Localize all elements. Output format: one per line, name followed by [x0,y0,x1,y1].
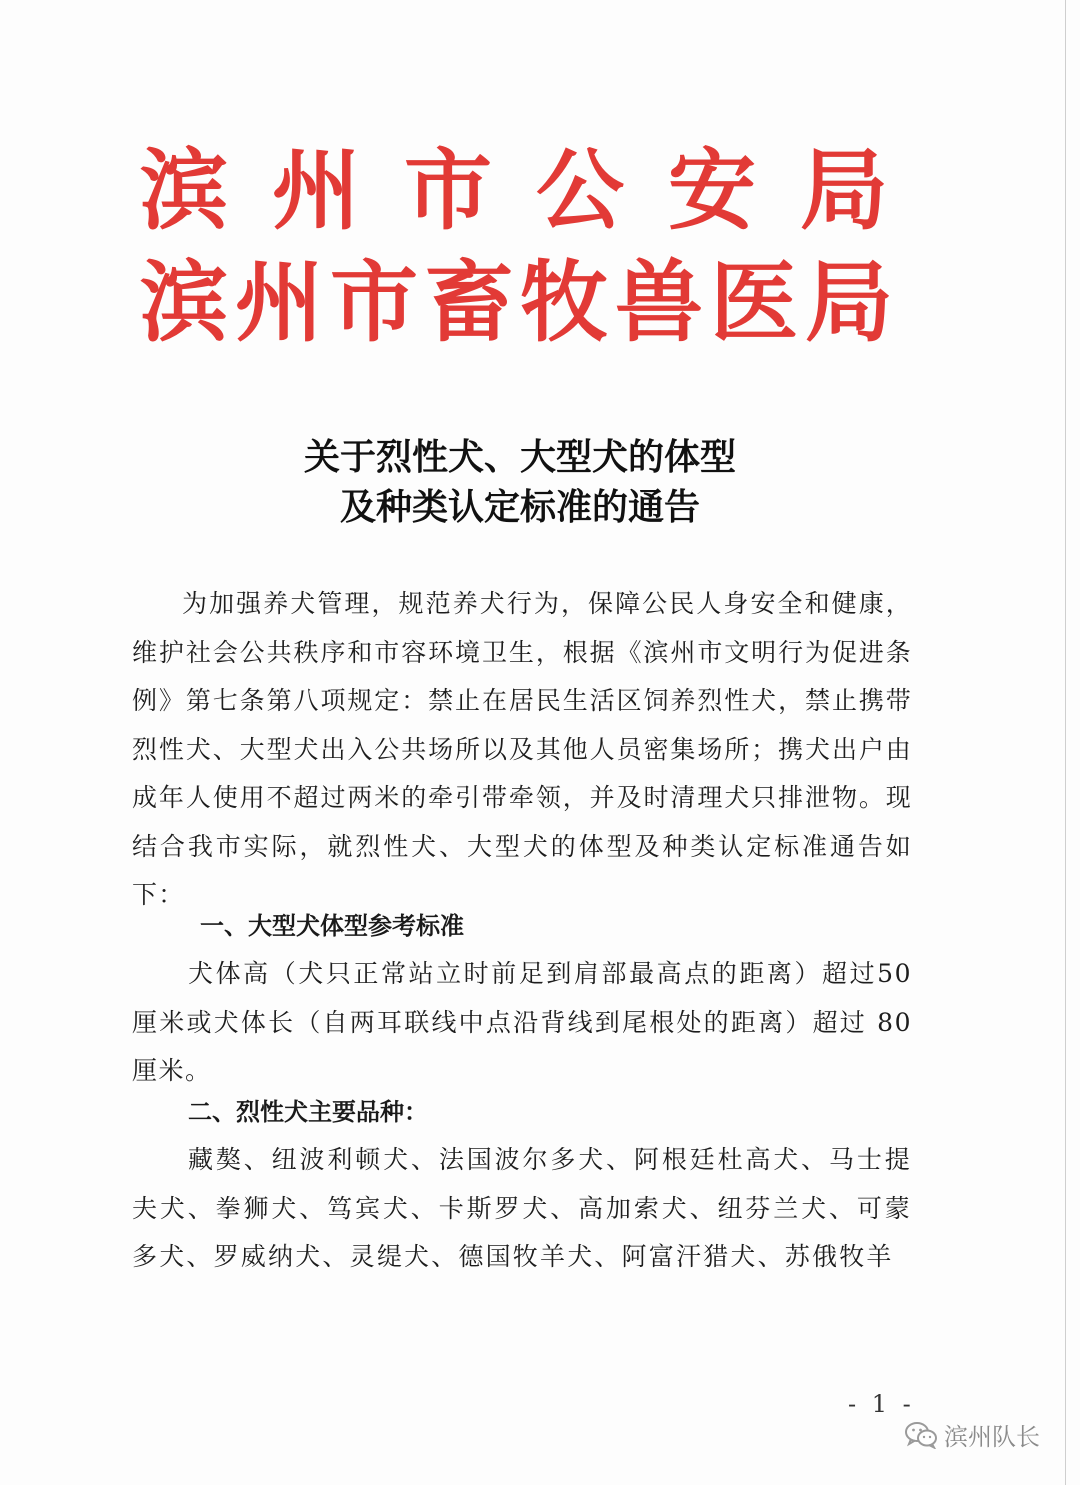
section2-paragraph: 藏獒、纽波利顿犬、法国波尔多犬、阿根廷杜高犬、马士提夫犬、拳狮犬、笃宾犬、卡斯罗犬、高加索犬、纽芬兰犬、可蒙多犬、罗威纳犬、灵缇犬、德国牧羊犬、阿富汗猎犬、苏俄牧羊 [132,1145,912,1271]
section1-heading: 一、大型犬体型参考标准 [200,912,464,940]
wechat-icon [904,1421,938,1449]
section1-paragraph: 犬体高（犬只正常站立时前足到肩部最高点的距离）超过50 厘米或犬体长（自两耳联线中点沿背线到尾根处的距离）超过 80 厘米。 [132,959,912,1085]
account-watermark [904,1417,1040,1452]
intro-paragraph: 为加强养犬管理，规范养犬行为，保障公民人身安全和健康，维护社会公共秩序和市容环境卫生，根据《滨州市文明行为促进条例》第七条第八项规定：禁止在居民生活区饲养烈性犬，禁止携带烈性犬、大型犬出入公共场所以及其他人员密集场所；携犬出户由成年人使用不超过两米的牵引带牵领，并及时清理犬只排泄物。现结合我市实际，就烈性犬、大型犬的体型及种类认定标准通告如下： [132,589,912,909]
document-title-line1: 关于烈性犬、大型犬的体型 [303,436,736,478]
watermark-text: 滨州队长 [944,1423,1040,1451]
section2-heading: 二、烈性犬主要品种： [188,1098,428,1126]
document-title-line2: 及种类认定标准的通告 [339,486,700,528]
page-edge [1065,0,1066,1485]
page-number: - 1 - [848,1390,915,1418]
issuer-header-police: 滨州市公安局 [140,138,933,242]
issuer-header-animal-husbandry: 滨州市畜牧兽医局 [140,250,901,354]
